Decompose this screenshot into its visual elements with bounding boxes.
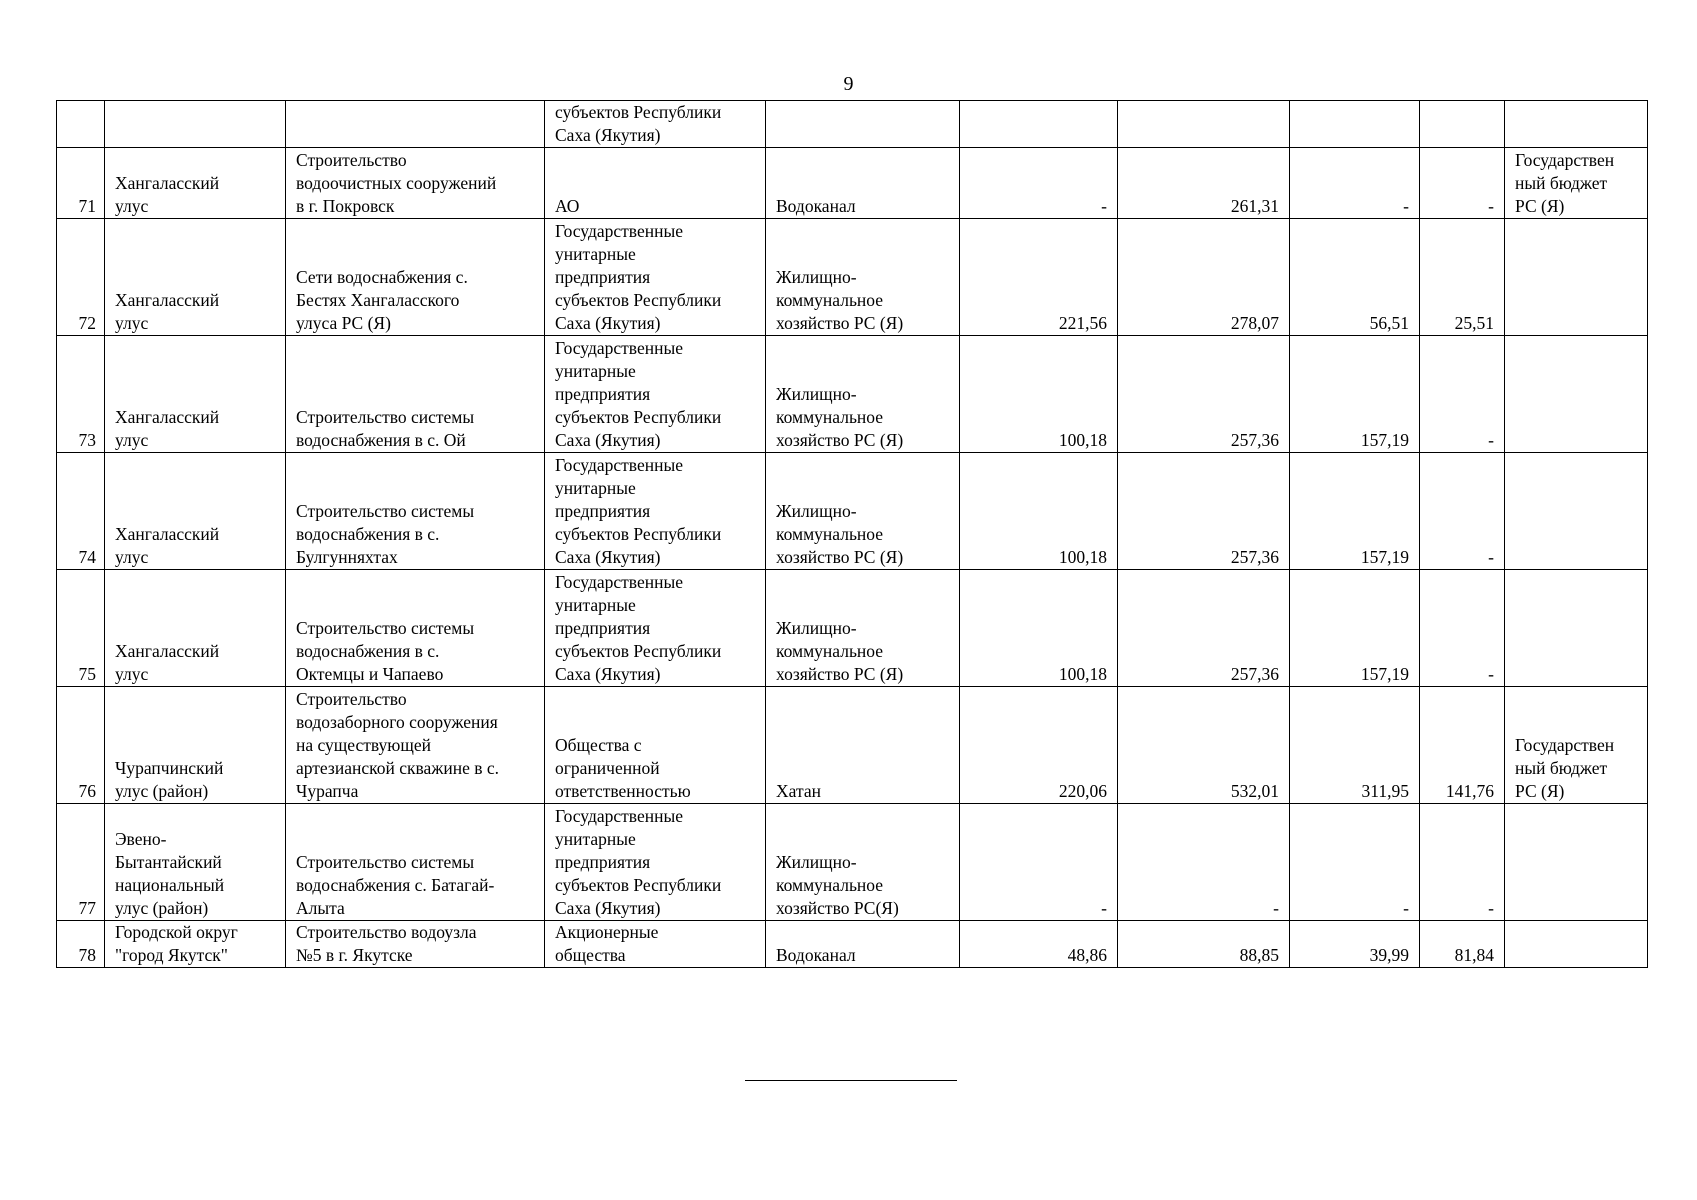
- value-1-cell: 221,56: [960, 219, 1118, 336]
- source-cell: [1505, 219, 1648, 336]
- row-number: 75: [57, 570, 105, 687]
- value-4-cell: 25,51: [1420, 219, 1505, 336]
- value-2-cell: 532,01: [1118, 687, 1290, 804]
- table-row: [57, 570, 1648, 687]
- org-name-cell: Жилищно- коммунальное хозяйство РС (Я): [766, 570, 960, 687]
- district-cell: [105, 101, 286, 148]
- org-name-cell: Жилищно- коммунальное хозяйство РС (Я): [766, 453, 960, 570]
- value-3-cell: 157,19: [1290, 336, 1420, 453]
- value-2-cell: 257,36: [1118, 336, 1290, 453]
- project-cell: [286, 101, 545, 148]
- district-cell: Эвено- Бытантайский национальный улус (район): [105, 804, 286, 921]
- table-row: [57, 453, 1648, 570]
- value-3-cell: 56,51: [1290, 219, 1420, 336]
- table-row: [57, 336, 1648, 453]
- district-cell: Хангаласский улус: [105, 148, 286, 219]
- org-name-cell: Водоканал: [766, 148, 960, 219]
- value-2-cell: 278,07: [1118, 219, 1290, 336]
- value-1-cell: -: [960, 148, 1118, 219]
- project-cell: Строительство водозаборного сооружения на существующей артезианской скважине в с. Чурапча: [286, 687, 545, 804]
- row-number: 71: [57, 148, 105, 219]
- project-cell: Строительство системы водоснабжения в с. Булгунняхтах: [286, 453, 545, 570]
- value-4-cell: -: [1420, 804, 1505, 921]
- org-form-cell: Государственные унитарные предприятия субъектов Республики Саха (Якутия): [545, 336, 766, 453]
- org-name-cell: [766, 101, 960, 148]
- value-4-cell: -: [1420, 570, 1505, 687]
- value-3-cell: [1290, 101, 1420, 148]
- value-4-cell: -: [1420, 148, 1505, 219]
- value-2-cell: -: [1118, 804, 1290, 921]
- source-cell: [1505, 453, 1648, 570]
- project-cell: Сети водоснабжения с. Бестях Хангаласского улуса РС (Я): [286, 219, 545, 336]
- project-cell: Строительство системы водоснабжения с. Батагай- Алыта: [286, 804, 545, 921]
- value-4-cell: 141,76: [1420, 687, 1505, 804]
- value-2-cell: 261,31: [1118, 148, 1290, 219]
- page-number: 9: [843, 73, 854, 95]
- row-number: 72: [57, 219, 105, 336]
- table-row: [57, 148, 1648, 219]
- org-name-cell: Водоканал: [766, 921, 960, 968]
- org-form-cell: АО: [545, 148, 766, 219]
- source-cell: [1505, 921, 1648, 968]
- project-cell: Строительство водоузла №5 в г. Якутске: [286, 921, 545, 968]
- value-2-cell: [1118, 101, 1290, 148]
- value-1-cell: 100,18: [960, 570, 1118, 687]
- row-number: 73: [57, 336, 105, 453]
- value-4-cell: [1420, 101, 1505, 148]
- source-cell: [1505, 804, 1648, 921]
- data-table: [56, 100, 1648, 968]
- org-name-cell: Жилищно- коммунальное хозяйство РС (Я): [766, 219, 960, 336]
- value-2-cell: 88,85: [1118, 921, 1290, 968]
- table-row: [57, 804, 1648, 921]
- org-form-cell: Акционерные общества: [545, 921, 766, 968]
- district-cell: Хангаласский улус: [105, 453, 286, 570]
- org-form-cell: Государственные унитарные предприятия субъектов Республики Саха (Якутия): [545, 453, 766, 570]
- org-name-cell: Жилищно- коммунальное хозяйство РС(Я): [766, 804, 960, 921]
- source-cell: [1505, 101, 1648, 148]
- row-number: 74: [57, 453, 105, 570]
- value-1-cell: 220,06: [960, 687, 1118, 804]
- table-row: [57, 921, 1648, 968]
- value-3-cell: 157,19: [1290, 453, 1420, 570]
- value-2-cell: 257,36: [1118, 570, 1290, 687]
- value-4-cell: 81,84: [1420, 921, 1505, 968]
- source-cell: Государствен ный бюджет РС (Я): [1505, 148, 1648, 219]
- org-form-cell: Общества с ограниченной ответственностью: [545, 687, 766, 804]
- district-cell: Городской округ "город Якутск": [105, 921, 286, 968]
- value-4-cell: -: [1420, 336, 1505, 453]
- org-name-cell: Жилищно- коммунальное хозяйство РС (Я): [766, 336, 960, 453]
- row-number: 76: [57, 687, 105, 804]
- table-row: [57, 687, 1648, 804]
- value-3-cell: -: [1290, 804, 1420, 921]
- value-1-cell: [960, 101, 1118, 148]
- org-form-cell: субъектов Республики Саха (Якутия): [545, 101, 766, 148]
- value-1-cell: -: [960, 804, 1118, 921]
- value-3-cell: -: [1290, 148, 1420, 219]
- value-1-cell: 100,18: [960, 336, 1118, 453]
- org-form-cell: Государственные унитарные предприятия субъектов Республики Саха (Якутия): [545, 804, 766, 921]
- value-3-cell: 39,99: [1290, 921, 1420, 968]
- district-cell: Чурапчинский улус (район): [105, 687, 286, 804]
- project-cell: Строительство системы водоснабжения в с. Ой: [286, 336, 545, 453]
- value-3-cell: 311,95: [1290, 687, 1420, 804]
- district-cell: Хангаласский улус: [105, 570, 286, 687]
- district-cell: Хангаласский улус: [105, 219, 286, 336]
- value-1-cell: 48,86: [960, 921, 1118, 968]
- source-cell: [1505, 570, 1648, 687]
- table-row: [57, 101, 1648, 148]
- table-row: [57, 219, 1648, 336]
- row-number: 78: [57, 921, 105, 968]
- value-1-cell: 100,18: [960, 453, 1118, 570]
- org-form-cell: Государственные унитарные предприятия субъектов Республики Саха (Якутия): [545, 219, 766, 336]
- value-2-cell: 257,36: [1118, 453, 1290, 570]
- project-cell: Строительство системы водоснабжения в с. Октемцы и Чапаево: [286, 570, 545, 687]
- row-number: [57, 101, 105, 148]
- project-cell: Строительство водоочистных сооружений в г. Покровск: [286, 148, 545, 219]
- value-3-cell: 157,19: [1290, 570, 1420, 687]
- footer-divider: [745, 1080, 957, 1081]
- source-cell: Государствен ный бюджет РС (Я): [1505, 687, 1648, 804]
- org-form-cell: Государственные унитарные предприятия субъектов Республики Саха (Якутия): [545, 570, 766, 687]
- value-4-cell: -: [1420, 453, 1505, 570]
- district-cell: Хангаласский улус: [105, 336, 286, 453]
- row-number: 77: [57, 804, 105, 921]
- source-cell: [1505, 336, 1648, 453]
- org-name-cell: Хатан: [766, 687, 960, 804]
